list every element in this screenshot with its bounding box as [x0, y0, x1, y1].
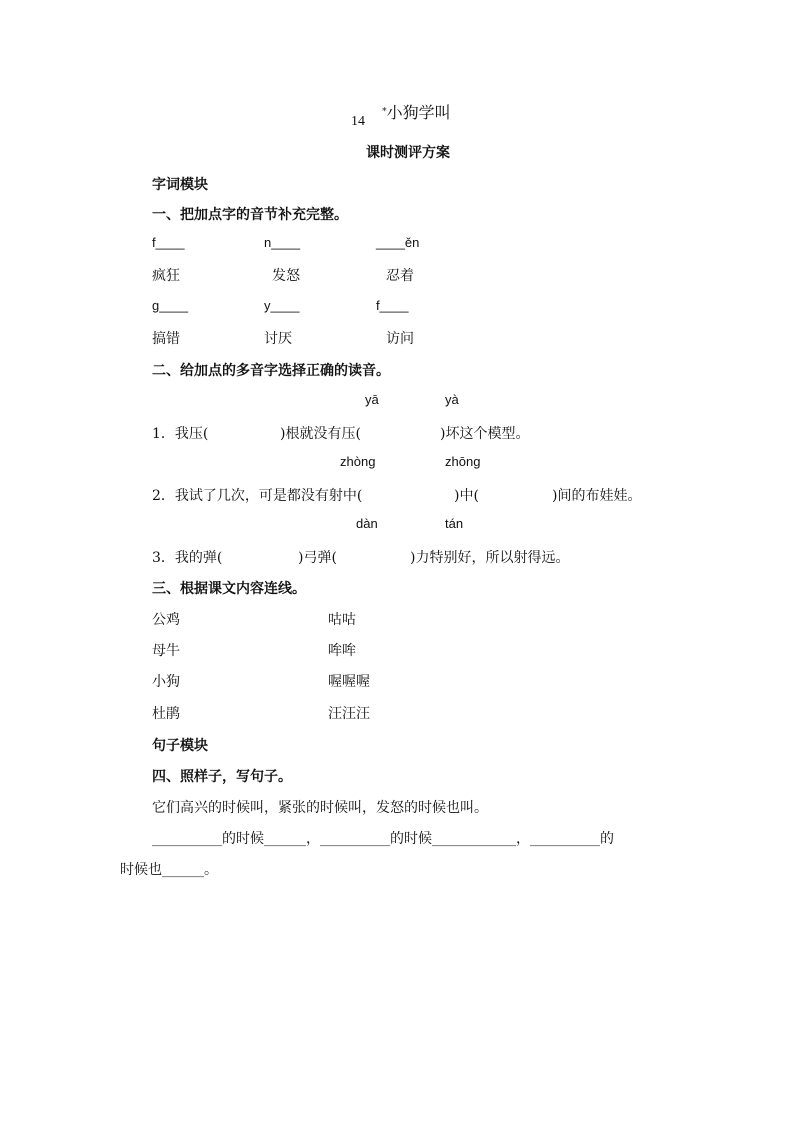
star-mark: *	[382, 107, 387, 117]
q2-sentence-part: 3．我的弹(	[152, 550, 223, 566]
question-2-title: 二、给加点的多音字选择正确的读音。	[152, 363, 390, 379]
answer-blank[interactable]	[492, 483, 548, 501]
answer-blank[interactable]	[236, 545, 294, 563]
pinyin-option: zhōng	[445, 454, 481, 469]
q1-pinyin-blank[interactable]: y____	[264, 298, 300, 313]
question-4-title: 四、照样子，写句子。	[152, 769, 292, 785]
lesson-title: 小狗学叫	[386, 103, 451, 122]
q1-word: 访问	[386, 331, 414, 347]
lesson-number: 14	[351, 114, 365, 129]
match-left-item[interactable]: 公鸡	[152, 612, 180, 628]
q1-word: 搞错	[152, 331, 180, 347]
fill-sentence-line-2[interactable]: 时候也______。	[120, 862, 218, 878]
q1-word: 讨厌	[264, 331, 292, 347]
match-left-item[interactable]: 母牛	[152, 643, 180, 659]
q1-pinyin-blank[interactable]: ____ěn	[376, 235, 420, 250]
match-left-item[interactable]: 小狗	[152, 674, 180, 690]
match-right-item[interactable]: 喔喔喔	[328, 674, 370, 690]
q2-sentence-part: )间的布娃娃。	[552, 488, 642, 504]
q1-pinyin-blank[interactable]: n____	[264, 235, 301, 250]
match-right-item[interactable]: 汪汪汪	[328, 706, 370, 722]
q2-sentence-part: )力特别好，所以射得远。	[410, 550, 570, 566]
answer-blank[interactable]	[392, 483, 450, 501]
pinyin-option: yā	[365, 392, 379, 407]
pinyin-option: zhòng	[340, 454, 376, 469]
module-heading-sentences: 句子模块	[152, 738, 208, 754]
q2-sentence-part: )坏这个模型。	[440, 426, 530, 442]
q1-pinyin-blank[interactable]: f____	[152, 235, 185, 250]
module-heading-words: 字词模块	[152, 177, 208, 193]
q2-sentence-part: )中(	[454, 488, 479, 504]
question-3-title: 三、根据课文内容连线。	[152, 581, 306, 597]
q1-word: 忍着	[386, 268, 414, 284]
q1-word: 疯狂	[152, 268, 180, 284]
q1-pinyin-blank[interactable]: f____	[376, 298, 409, 313]
lesson-header	[351, 100, 451, 129]
q2-sentence-part: 1．我压(	[152, 426, 209, 442]
example-sentence: 它们高兴的时候叫，紧张的时候叫，发怒的时候也叫。	[152, 800, 488, 816]
page-subtitle: 课时测评方案	[366, 145, 450, 161]
match-right-item[interactable]: 咕咕	[328, 612, 356, 628]
match-right-item[interactable]: 哞哞	[328, 643, 356, 659]
q2-sentence-part: )根就没有压(	[280, 426, 361, 442]
answer-blank[interactable]	[350, 545, 406, 563]
q1-word: 发怒	[272, 268, 300, 284]
q2-sentence-part: )弓弹(	[298, 550, 337, 566]
pinyin-option: tán	[445, 516, 464, 531]
pinyin-option: yà	[445, 392, 459, 407]
q2-sentence-part: 2．我试了几次，可是都没有射中(	[152, 488, 363, 504]
pinyin-option: dàn	[356, 516, 378, 531]
fill-sentence-line-1[interactable]: __________的时候______，__________的时候____________，__________的	[152, 831, 614, 847]
q1-pinyin-blank[interactable]: g____	[152, 298, 189, 313]
question-1-title: 一、把加点字的音节补充完整。	[152, 207, 348, 223]
match-left-item[interactable]: 杜鹃	[152, 706, 180, 722]
answer-blank[interactable]	[216, 421, 274, 439]
answer-blank[interactable]	[380, 421, 436, 439]
